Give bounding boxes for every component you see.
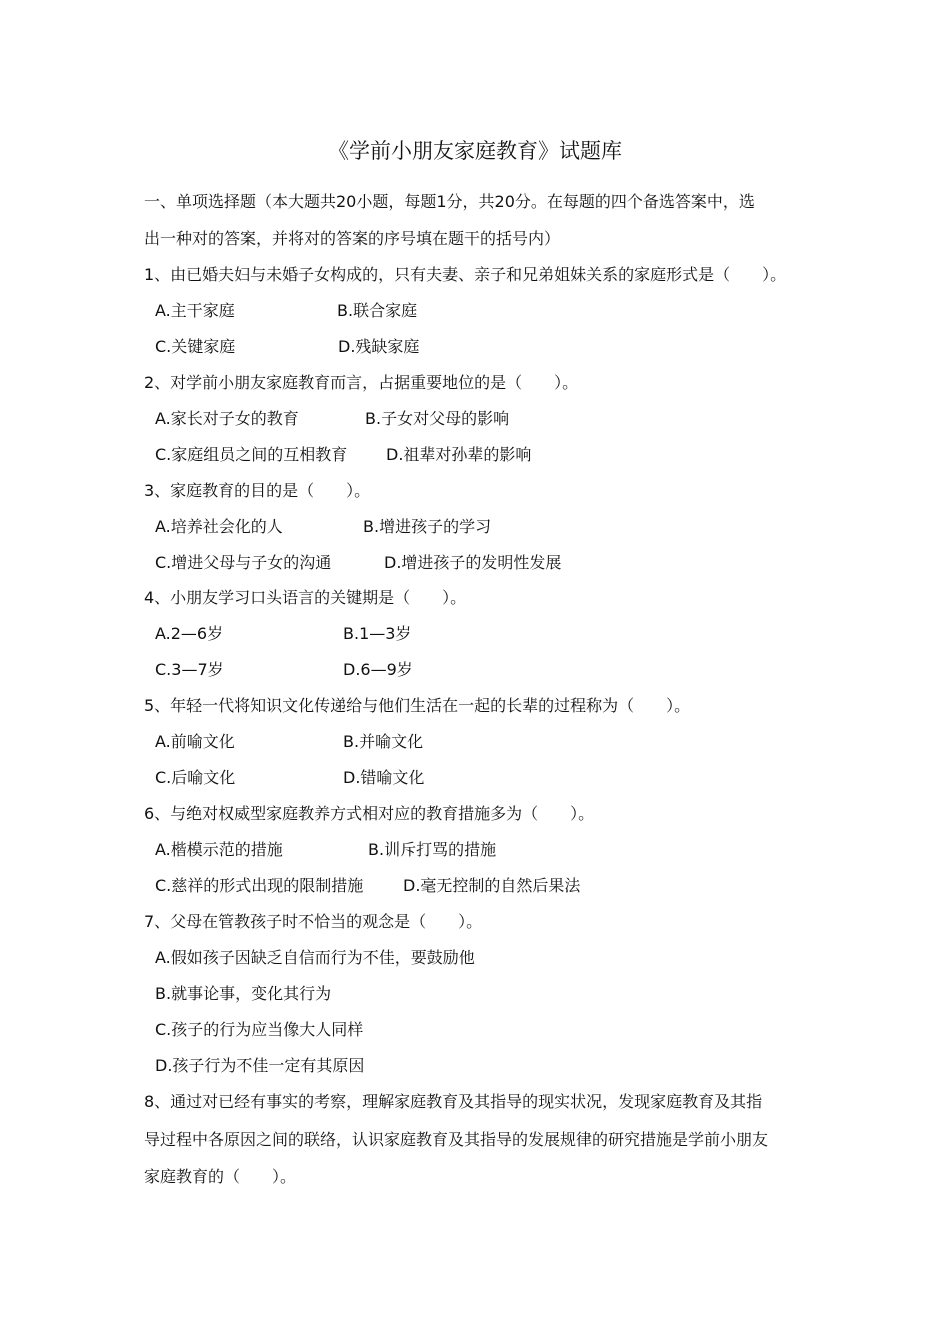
question-6-option-c: C.慈祥的形式出现的限制措施	[155, 876, 364, 895]
question-7-stem: 7、父母在管教孩子时不恰当的观念是（ ）。	[144, 912, 483, 931]
question-2-stem: 2、对学前小朋友家庭教育而言，占据重要地位的是（ ）。	[144, 373, 579, 392]
question-3-option-c: C.增进父母与子女的沟通	[155, 553, 332, 572]
question-4-stem: 4、小朋友学习口头语言的关键期是（ ）。	[144, 588, 467, 607]
question-4-option-d: D.6—9岁	[343, 660, 413, 679]
question-3-option-a: A.培养社会化的人	[155, 517, 283, 536]
question-5-option-c: C.后喻文化	[155, 768, 236, 787]
question-5-stem: 5、年轻一代将知识文化传递给与他们生活在一起的长辈的过程称为（ ）。	[144, 696, 691, 715]
question-4-option-c: C.3—7岁	[155, 660, 224, 679]
question-5-option-b: B.并喻文化	[343, 732, 424, 751]
question-8-stem-line-3: 家庭教育的（ ）。	[144, 1167, 297, 1186]
question-3-option-b: B.增进孩子的学习	[363, 517, 492, 536]
question-7-option-b: B.就事论事，变化其行为	[155, 984, 332, 1003]
question-5-option-d: D.错喻文化	[343, 768, 425, 787]
question-7-option-a: A.假如孩子因缺乏自信而行为不佳，要鼓励他	[155, 948, 475, 967]
question-2-option-a: A.家长对子女的教育	[155, 409, 299, 428]
question-8-stem-line-1: 8、通过对已经有事实的考察，理解家庭教育及其指导的现实状况，发现家庭教育及其指	[144, 1092, 763, 1111]
section-heading-line-1: 一、单项选择题（本大题共20小题，每题1分，共20分。在每题的四个备选答案中，选	[144, 192, 755, 211]
question-2-option-d: D.祖辈对孙辈的影响	[386, 445, 532, 464]
question-1-option-b: B.联合家庭	[337, 301, 418, 320]
question-2-option-c: C.家庭组员之间的互相教育	[155, 445, 348, 464]
page-title: 《学前小朋友家庭教育》试题库	[328, 139, 622, 163]
question-2-option-b: B.子女对父母的影响	[365, 409, 510, 428]
question-4-option-a: A.2—6岁	[155, 624, 224, 643]
question-4-option-b: B.1—3岁	[343, 624, 412, 643]
question-1-option-d: D.残缺家庭	[338, 337, 420, 356]
question-6-option-a: A.楷模示范的措施	[155, 840, 283, 859]
question-1-option-c: C.关键家庭	[155, 337, 236, 356]
question-7-option-d: D.孩子行为不佳一定有其原因	[155, 1056, 365, 1075]
section-heading-line-2: 出一种对的答案，并将对的答案的序号填在题干的括号内）	[144, 229, 561, 248]
question-7-option-c: C.孩子的行为应当像大人同样	[155, 1020, 364, 1039]
question-3-option-d: D.增进孩子的发明性发展	[384, 553, 562, 572]
question-6-option-d: D.毫无控制的自然后果法	[403, 876, 581, 895]
question-8-stem-line-2: 导过程中各原因之间的联络，认识家庭教育及其指导的发展规律的研究措施是学前小朋友	[144, 1130, 769, 1149]
question-1-stem: 1、由已婚夫妇与未婚子女构成的，只有夫妻、亲子和兄弟姐妹关系的家庭形式是（ ）。	[144, 265, 787, 284]
question-3-stem: 3、家庭教育的目的是（ ）。	[144, 481, 371, 500]
question-1-option-a: A.主干家庭	[155, 301, 235, 320]
question-6-option-b: B.训斥打骂的措施	[368, 840, 497, 859]
question-5-option-a: A.前喻文化	[155, 732, 235, 751]
question-6-stem: 6、与绝对权威型家庭教养方式相对应的教育措施多为（ ）。	[144, 804, 595, 823]
